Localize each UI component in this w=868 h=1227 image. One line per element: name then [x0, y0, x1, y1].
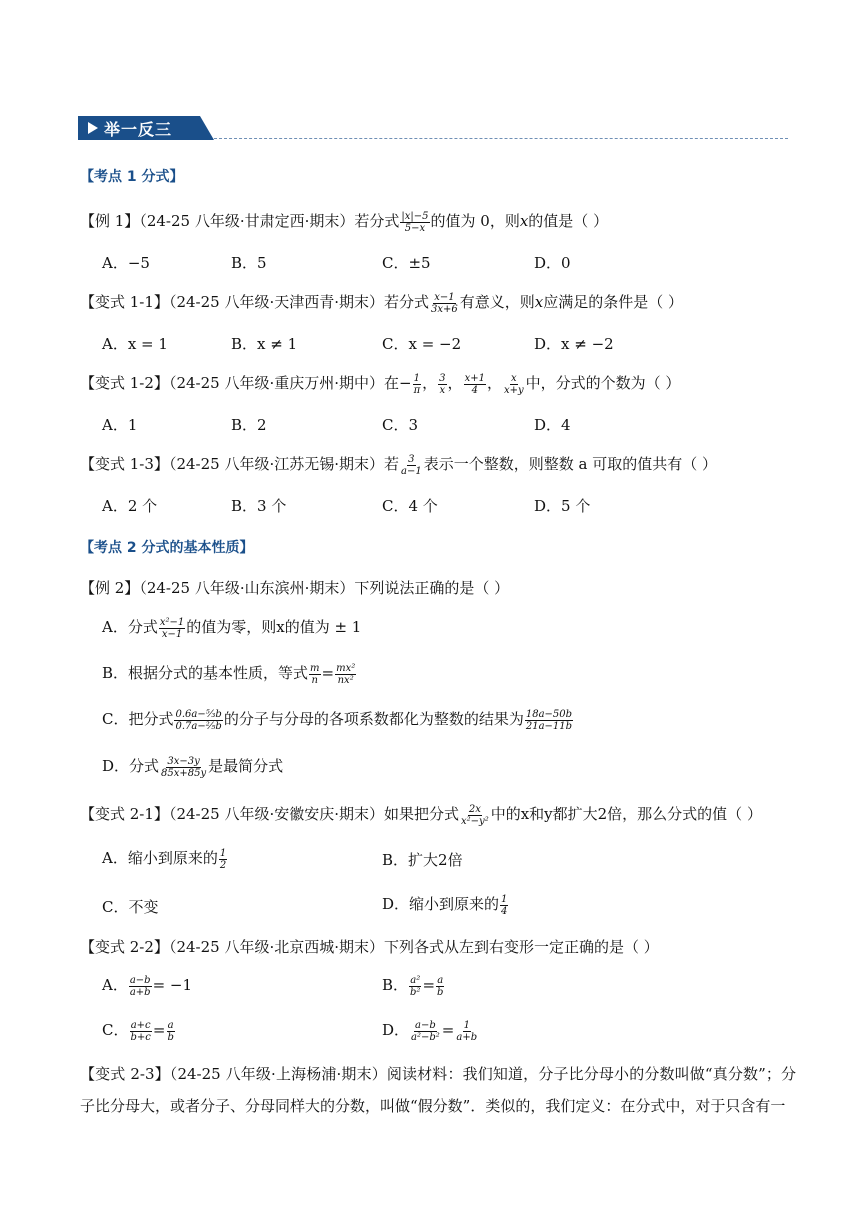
denominator: b+c — [130, 1031, 151, 1043]
option-b: B．3 个 — [231, 497, 287, 515]
denominator: π — [413, 384, 421, 396]
numerator: a — [437, 974, 444, 986]
denominator: b² — [410, 986, 421, 998]
option-b — [102, 662, 357, 686]
numerator: x — [510, 372, 517, 384]
fraction — [525, 709, 573, 732]
question-v13 — [80, 453, 717, 477]
question-text: 阅读材料：我们知道，分子比分母小的分数叫做“真分数”；分子比分母大，或者分子、分母同样大的分数，叫做“假分数”．类似的，我们定义：在分式中，对于只含有一 — [80, 1065, 796, 1115]
numerator: x+1 — [464, 372, 485, 384]
numerator: 3 — [408, 453, 415, 465]
fraction — [174, 709, 222, 732]
question-tag: 【变式 2-2】 — [80, 938, 169, 956]
denominator: x+y — [503, 384, 524, 396]
option-c: C．±5 — [382, 254, 431, 272]
question-v12: 【变式 1-2】（24-25 八年级·重庆万州·期中）在− $\frac{1}{\pi}$ ， $\frac{3}{x}$ ， $\frac{x+1}{4}$ ， $\frac{x}{x+y}$ 中，分式的个数为（ ） — [80, 372, 681, 396]
question-text: 的值是（ ） — [528, 212, 609, 230]
option-b: B．扩大2倍 — [382, 851, 463, 869]
numerator: 3 — [439, 372, 446, 384]
numerator: |x|−5 — [401, 210, 429, 222]
question-text: 若分式 — [354, 212, 400, 230]
question-tag: 【变式 1-2】 — [80, 374, 169, 392]
question-v23 — [80, 1058, 796, 1122]
option-c — [102, 708, 574, 732]
question-text: 中，分式的个数为（ ） — [525, 374, 681, 392]
denominator: a−1 — [401, 465, 422, 477]
option-d — [382, 893, 509, 917]
option-label: A． — [102, 976, 128, 994]
option-b — [382, 974, 445, 998]
dashed-divider — [214, 138, 788, 139]
numerator: a−b — [415, 1019, 436, 1031]
option-c — [102, 1019, 176, 1043]
numerator: 1 — [501, 893, 508, 905]
question-source: （24-25 八年级·天津西青·期末） — [168, 293, 384, 311]
numerator: a+c — [130, 1019, 151, 1031]
banner-title: 举一反三 — [104, 120, 173, 139]
section-heading-1: 【考点 1 分式】 — [80, 169, 184, 185]
fraction — [400, 454, 423, 477]
question-tag: 【变式 2-3】 — [80, 1065, 170, 1083]
fraction — [500, 894, 508, 917]
fraction — [166, 1020, 174, 1043]
section-banner — [78, 116, 218, 140]
option-d — [382, 1019, 479, 1043]
fraction — [309, 663, 320, 686]
question-text: 的值为 0，则 — [430, 212, 520, 230]
option-a: A．−5 — [102, 254, 150, 272]
question-text: 在− — [384, 374, 412, 392]
fraction — [129, 975, 152, 998]
section-heading-2: 【考点 2 分式的基本性质】 — [80, 540, 254, 556]
equals-sign: = — [441, 1021, 455, 1039]
denominator: 0.7a−²⁄₅b — [175, 720, 222, 732]
denominator: 21a−11b — [525, 720, 573, 732]
option-a — [102, 847, 228, 871]
fraction — [413, 373, 422, 396]
question-source: （24-25 八年级·安徽安庆·期末） — [168, 805, 384, 823]
fraction — [436, 975, 444, 998]
numerator: 0.6a−⁵⁄₃b — [175, 708, 222, 720]
equals-sign: = — [422, 976, 436, 994]
denominator: b — [167, 1031, 174, 1043]
fraction — [438, 373, 446, 396]
denominator: a+b — [129, 986, 151, 998]
denominator: n — [311, 674, 318, 686]
option-d — [102, 755, 283, 779]
denominator: 3x+6 — [431, 303, 458, 315]
question-tag: 【变式 2-1】 — [80, 805, 169, 823]
option-text: 的值为零，则x的值为 ± 1 — [186, 618, 362, 636]
option-c: C．不变 — [102, 898, 159, 916]
option-label: B． — [382, 976, 409, 994]
question-tag: 【例 2】 — [80, 579, 140, 597]
question-source: （24-25 八年级·江苏无锡·期末） — [168, 455, 384, 473]
question-v21 — [80, 803, 762, 827]
question-tag: 【例 1】 — [80, 212, 140, 230]
question-v22 — [80, 936, 659, 957]
question-text: 若分式 — [384, 293, 430, 311]
equals-sign: = — [152, 1021, 166, 1039]
option-c: C．4 个 — [382, 497, 438, 515]
variable: x — [519, 212, 529, 230]
option-text: C．把分式 — [102, 710, 174, 728]
fraction — [430, 292, 459, 315]
numerator: a — [167, 1019, 174, 1031]
fraction — [219, 848, 227, 871]
fraction — [129, 1020, 151, 1043]
option-d: D．0 — [534, 254, 571, 272]
question-text: 如果把分式 — [384, 805, 460, 823]
question-ex2 — [80, 577, 509, 598]
option-c: C．3 — [382, 416, 419, 434]
option-b: B．5 — [231, 254, 267, 272]
denominator: 4 — [471, 384, 478, 396]
option-text: B．根据分式的基本性质，等式 — [102, 664, 309, 682]
option-c: C．x = −2 — [382, 335, 462, 353]
numerator: 1 — [413, 372, 421, 384]
option-a: A．x = 1 — [102, 335, 168, 353]
option-text: 的分子与分母的各项系数都化为整数的结果为 — [223, 710, 524, 728]
question-ex1 — [80, 210, 608, 234]
option-d: D．4 — [534, 416, 571, 434]
numerator: m — [310, 662, 320, 674]
option-b: B．2 — [231, 416, 267, 434]
numerator: mx² — [336, 662, 356, 674]
fraction — [159, 617, 185, 640]
fraction — [455, 1020, 478, 1043]
question-source: （24-25 八年级·北京西城·期末） — [168, 938, 384, 956]
question-text: 表示一个整数，则整数 a 可取的值共有（ ） — [423, 455, 717, 473]
numerator: 1 — [463, 1019, 470, 1031]
option-text: D．分式 — [102, 757, 160, 775]
option-label: D． — [382, 1021, 410, 1039]
option-label: C． — [102, 1021, 129, 1039]
question-source: （24-25 八年级·重庆万州·期中） — [168, 374, 384, 392]
question-text: 中的x和y都扩大2倍，那么分式的值（ ） — [490, 805, 762, 823]
fraction — [503, 373, 525, 396]
denominator: nx² — [337, 674, 354, 686]
fraction — [460, 804, 490, 827]
denominator: a²−b² — [411, 1031, 440, 1043]
denominator: 85x+85y — [161, 767, 207, 779]
fraction — [400, 211, 429, 234]
denominator: x−1 — [161, 628, 183, 640]
question-source: （24-25 八年级·上海杨浦·期末） — [169, 1065, 387, 1083]
fraction — [335, 663, 356, 686]
option-text: = −1 — [152, 976, 193, 994]
option-a — [102, 974, 192, 998]
question-text: 下列各式从左到右变形一定正确的是（ ） — [384, 938, 659, 956]
option-a — [102, 616, 361, 640]
numerator: x²−1 — [159, 616, 185, 628]
denominator: x²−y² — [461, 815, 489, 827]
fraction — [409, 975, 421, 998]
numerator: 1 — [219, 847, 227, 859]
option-d: D．x ≠ −2 — [534, 335, 614, 353]
option-text: A．缩小到原来的 — [102, 849, 218, 867]
denominator: 4 — [501, 905, 508, 917]
question-text: 应满足的条件是（ ） — [543, 293, 684, 311]
option-b: B．x ≠ 1 — [231, 335, 298, 353]
question-source: （24-25 八年级·山东滨州·期末） — [139, 579, 355, 597]
question-tag: 【变式 1-1】 — [80, 293, 169, 311]
option-d: D．5 个 — [534, 497, 591, 515]
denominator: b — [437, 986, 444, 998]
option-text: 是最简分式 — [208, 757, 284, 775]
option-a: A．2 个 — [102, 497, 158, 515]
question-text: 有意义，则 — [459, 293, 535, 311]
denominator: 5−x — [404, 222, 426, 234]
play-triangle-icon — [88, 122, 98, 134]
variable: x — [534, 293, 544, 311]
option-a: A．1 — [102, 416, 138, 434]
numerator: 18a−50b — [525, 708, 573, 720]
equals-sign: = — [321, 664, 335, 682]
denominator: 2 — [219, 859, 227, 871]
fraction — [160, 756, 207, 779]
question-text: 下列说法正确的是（ ） — [354, 579, 510, 597]
numerator: a−b — [129, 974, 151, 986]
option-text: A．分式 — [102, 618, 158, 636]
fraction — [410, 1020, 441, 1043]
numerator: 3x−3y — [167, 755, 200, 767]
numerator: x−1 — [434, 291, 455, 303]
question-source: （24-25 八年级·甘肃定西·期末） — [139, 212, 355, 230]
fraction — [464, 373, 486, 396]
question-tag: 【变式 1-3】 — [80, 455, 169, 473]
question-text: 若 — [384, 455, 400, 473]
numerator: 2x — [468, 803, 481, 815]
denominator: x — [439, 384, 446, 396]
option-text: D．缩小到原来的 — [382, 895, 500, 913]
numerator: a² — [410, 974, 421, 986]
denominator: a+b — [456, 1031, 478, 1043]
question-v11 — [80, 291, 683, 315]
